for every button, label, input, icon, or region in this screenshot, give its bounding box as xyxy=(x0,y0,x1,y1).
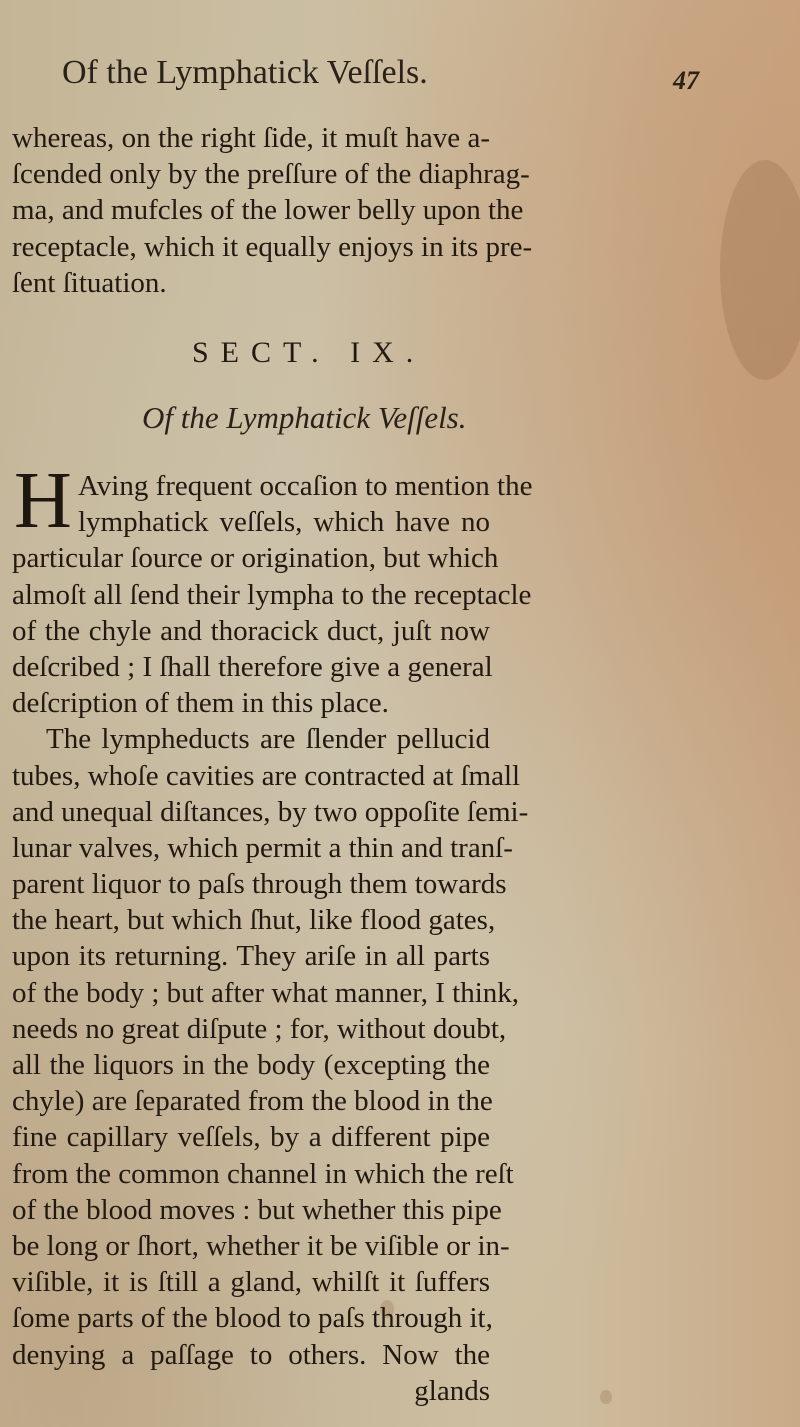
text-line: upon its returning. They ariſe in all parts xyxy=(12,940,490,973)
text-line: tubes, whoſe cavities are contracted at ſmall xyxy=(12,759,521,792)
text-line: ma, and mufcles of the lower belly upon the xyxy=(12,194,524,227)
page-number: 47 xyxy=(673,66,699,95)
text-line: ſent ſituation. xyxy=(12,266,167,299)
text-line xyxy=(12,156,530,192)
text-line: chyle) are ſeparated from the blood in the xyxy=(12,1085,493,1118)
text-line: be long or ſhort, whether it be viſible or in- xyxy=(12,1229,510,1262)
text-line: deſcription of them in this place. xyxy=(12,687,389,720)
text-line: almoſt all ſend their lympha to the receptacle xyxy=(12,578,532,611)
text-line: denying a paſſage to others. Now the xyxy=(12,1338,490,1371)
catchword: glands xyxy=(414,1374,490,1407)
text-line: deſcribed ; I ſhall therefore give a general xyxy=(12,650,493,683)
text-line: from the common channel in which the reſt xyxy=(12,1157,514,1190)
text-line: Aving frequent occaſion to mention the xyxy=(78,470,533,502)
text-line: whereas, on the right ſide, it muſt have a- xyxy=(12,122,490,154)
text-line: fine capillary veſſels, by a different pipe xyxy=(12,1121,490,1154)
text-line: lunar valves, which permit a thin and tranſ- xyxy=(12,831,513,864)
paper-stain xyxy=(600,1390,612,1404)
text-line: receptacle, which it equally enjoys in its pre- xyxy=(12,230,533,263)
text-line: all the liquors in the body (excepting the xyxy=(12,1049,490,1081)
continuation-text xyxy=(12,120,533,301)
text-line: the heart, but which ſhut, like flood gates, xyxy=(12,904,496,937)
text-line: needs no great diſpute ; for, without doubt, xyxy=(12,1012,507,1045)
drop-cap: H xyxy=(14,457,72,545)
text-line: viſible, it is ſtill a gland, whilſt it ſuffers xyxy=(12,1266,490,1299)
running-head: Of the Lymphatick Veſſels. xyxy=(62,54,428,91)
text-line-content: ſcended only by the preſſure of the diaphrag- xyxy=(12,158,530,191)
text-line: of the blood moves : but whether this pipe xyxy=(12,1193,502,1226)
paragraph-1 xyxy=(12,457,533,1409)
text-line: ſome parts of the blood to paſs through it, xyxy=(12,1302,493,1335)
paper-stain xyxy=(720,160,800,380)
section-title: Of the Lymphatick Veſſels. xyxy=(142,400,467,435)
text-line: and unequal diſtances, by two oppoſite ſemi- xyxy=(12,795,529,828)
text-line: parent liquor to paſs through them towards xyxy=(12,868,507,901)
text-line: of the body ; but after what manner, I think, xyxy=(12,976,520,1009)
section-heading: SECT. IX. xyxy=(192,336,426,369)
text-line: particular ſource or origination, but which xyxy=(12,542,499,575)
text-line: The lympheducts are ſlender pellucid xyxy=(46,723,490,756)
text-line: of the chyle and thoracick duct, juſt now xyxy=(12,614,490,647)
text-line: lymphatick veſſels, which have no xyxy=(78,506,490,539)
